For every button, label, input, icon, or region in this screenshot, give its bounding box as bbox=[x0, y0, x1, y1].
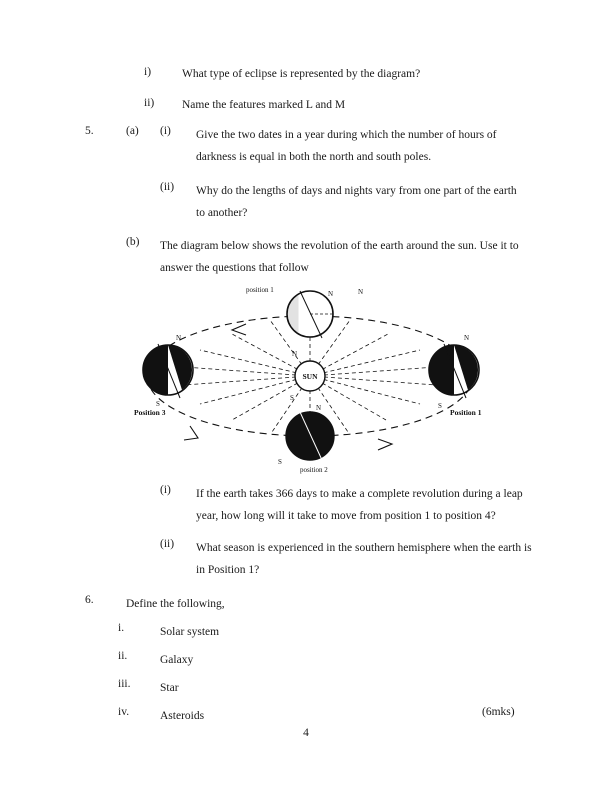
sun-label: SUN bbox=[302, 372, 318, 381]
subitem-body: Asteroids bbox=[160, 710, 205, 722]
question-subitem-text bbox=[160, 622, 219, 644]
subitem-body: What season is experienced in the southern hemisphere when the earth is in Position 1? bbox=[196, 542, 532, 576]
question-part-label: (b) bbox=[126, 236, 140, 248]
question-subitem-label: (i) bbox=[160, 484, 171, 496]
stem-body: Define the following, bbox=[126, 598, 225, 610]
earth-bottom-pole-s: S bbox=[278, 458, 282, 466]
page-number: 4 bbox=[303, 727, 309, 739]
marks-note: (6mks) bbox=[482, 706, 515, 718]
earth-bottom-pole-n: N bbox=[316, 404, 322, 412]
subitem-body: Star bbox=[160, 682, 179, 694]
earth-right-pole-n: N bbox=[464, 334, 470, 342]
earth-top bbox=[287, 288, 363, 338]
earth-left bbox=[143, 334, 193, 408]
question-subitem-text bbox=[160, 678, 179, 700]
question-subitem-label: (ii) bbox=[160, 181, 175, 193]
position-right-label: Position 1 bbox=[450, 408, 482, 417]
question-subitem-text bbox=[196, 484, 536, 528]
part-stem-body: The diagram below shows the revolution of the earth around the sun. Use it to answer the questions that follow bbox=[160, 240, 519, 274]
question-item bbox=[144, 95, 574, 117]
subitem-body: Galaxy bbox=[160, 654, 194, 666]
position-top-label: position 1 bbox=[246, 286, 274, 294]
earth-left-pole-s: S bbox=[156, 400, 160, 408]
question-text: Name the features marked L and M bbox=[182, 99, 346, 111]
question-number: 6. bbox=[85, 594, 94, 606]
earth-revolution-diagram bbox=[120, 278, 500, 476]
earth-top-pole-n: N bbox=[328, 290, 334, 298]
question-subitem-label: (i) bbox=[160, 125, 171, 137]
question-item bbox=[144, 64, 574, 86]
position-bottom-label: position 2 bbox=[300, 466, 328, 474]
question-text: What type of eclipse is represented by the diagram? bbox=[182, 68, 421, 80]
sun-pole-n: N bbox=[292, 350, 298, 358]
question-label: i) bbox=[144, 66, 152, 78]
question-number: 5. bbox=[85, 125, 94, 137]
question-subitem-text bbox=[160, 650, 193, 672]
sun-pole-s: S bbox=[290, 394, 294, 402]
earth-top-axis-n: N bbox=[358, 288, 364, 296]
subitem-body: Give the two dates in a year during which the number of hours of darkness is equal in both the north and south poles. bbox=[196, 129, 497, 163]
position-left-label: Position 3 bbox=[134, 408, 166, 417]
earth-right-pole-s: S bbox=[438, 402, 442, 410]
question-subitem-text bbox=[196, 181, 526, 225]
earth-bottom bbox=[278, 404, 334, 466]
earth-right bbox=[429, 334, 479, 410]
subitem-body: Solar system bbox=[160, 626, 220, 638]
question-part-label: (a) bbox=[126, 125, 139, 137]
question-label: ii) bbox=[144, 97, 155, 109]
subitem-body: Why do the lengths of days and nights vary from one part of the earth to another? bbox=[196, 185, 517, 219]
question-subitem-text bbox=[196, 125, 526, 169]
question-subitem-text bbox=[160, 706, 204, 728]
question-subitem-label: ii. bbox=[118, 650, 128, 662]
question-subitem-text bbox=[196, 538, 536, 582]
subitem-body: If the earth takes 366 days to make a complete revolution during a leap year, how long will it take to move from position 1 to position 4? bbox=[196, 488, 523, 522]
question-subitem-label: iii. bbox=[118, 678, 131, 690]
question-subitem-label: (ii) bbox=[160, 538, 175, 550]
earth-left-pole-n: N bbox=[176, 334, 182, 342]
question-part-stem bbox=[160, 236, 540, 280]
question-stem bbox=[126, 594, 426, 616]
question-subitem-label: i. bbox=[118, 622, 125, 634]
question-subitem-label: iv. bbox=[118, 706, 130, 718]
